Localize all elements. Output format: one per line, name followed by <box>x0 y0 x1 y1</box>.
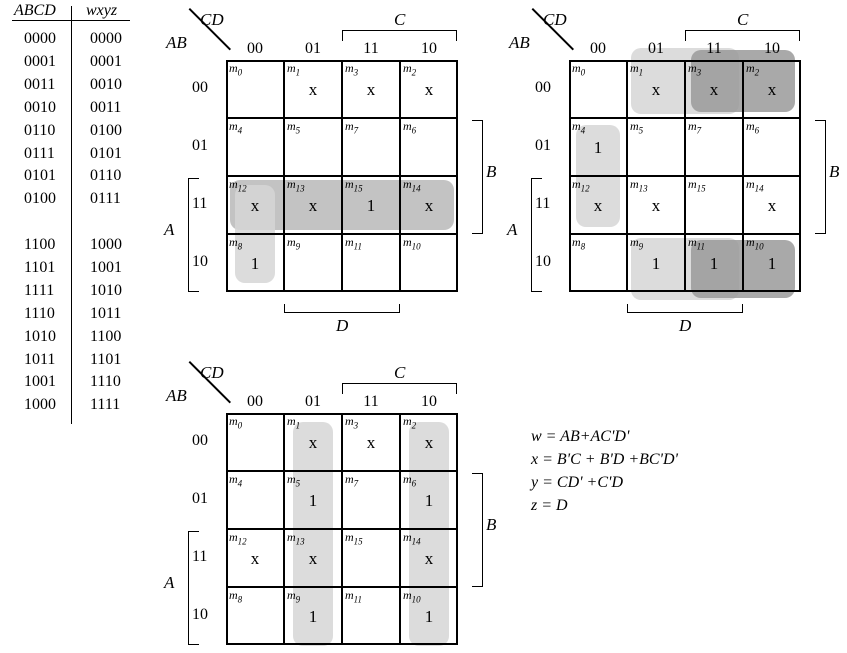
kmap-cell <box>685 118 743 176</box>
kmap-cell <box>226 529 284 587</box>
kmap-cell <box>400 471 458 529</box>
truth-table-input-row: 0000 <box>24 30 56 47</box>
kmap-cell <box>400 587 458 645</box>
minterm-label: $m_3$ <box>688 61 702 78</box>
minterm-label: $m_{11}$ <box>688 235 706 252</box>
kmap-cell <box>226 176 284 234</box>
row-header: 01 <box>192 137 208 154</box>
minterm-label: $m_0$ <box>572 61 586 78</box>
cd-label: CD <box>543 10 567 29</box>
ab-label: AB <box>509 33 530 52</box>
cell-value: x <box>709 80 719 99</box>
cell-value: x <box>651 196 661 215</box>
cell-value: x <box>424 196 434 215</box>
b-label: B <box>486 162 497 181</box>
ab-label: AB <box>166 33 187 52</box>
kmap-cell <box>342 587 400 645</box>
row-header: 10 <box>192 606 208 623</box>
kmap-cell <box>284 234 342 292</box>
truth-table-output-row: 1101 <box>90 350 122 368</box>
cell-value: x <box>308 433 318 452</box>
kmap-cell <box>743 234 801 292</box>
truth-table-input-row: 0111 <box>24 144 55 162</box>
cell-value: x <box>651 80 661 99</box>
minterm-label: $m_8$ <box>229 235 243 252</box>
kmap-cell <box>342 234 400 292</box>
row-header: 11 <box>192 195 208 212</box>
row-header: 01 <box>535 137 551 154</box>
row-header: 11 <box>192 548 208 565</box>
truth-table-input-row: 0011 <box>24 75 56 93</box>
cell-value: 1 <box>308 607 318 626</box>
kmap-cell <box>743 118 801 176</box>
c-label: C <box>394 363 406 382</box>
truth-table-input-row: 0101 <box>24 167 56 185</box>
kmap-cell <box>226 587 284 645</box>
kmap-cell <box>400 118 458 176</box>
column-header: 11 <box>363 393 379 410</box>
c-bracket <box>342 30 457 41</box>
truth-table-output-row: 0010 <box>90 75 122 93</box>
column-header: 00 <box>590 40 606 57</box>
column-header: 01 <box>305 40 321 57</box>
kmap-cell <box>569 234 627 292</box>
b-label: B <box>829 162 840 181</box>
d-label: D <box>336 316 349 335</box>
a-bracket <box>188 531 199 645</box>
minterm-label: $m_7$ <box>345 119 359 136</box>
kmap-cell <box>284 587 342 645</box>
minterm-label: $m_{12}$ <box>229 177 247 194</box>
truth-table-output-row: 0000 <box>90 30 122 47</box>
minterm-label: $m_5$ <box>287 472 301 489</box>
minterm-label: $m_{15}$ <box>688 177 706 194</box>
minterm-label: $m_1$ <box>287 61 301 78</box>
minterm-label: $m_{12}$ <box>229 530 247 547</box>
column-header: 01 <box>305 393 321 410</box>
cell-value: 1 <box>424 491 434 510</box>
cell-value: 1 <box>366 196 376 215</box>
truth-table-outputs-bottom <box>90 234 122 417</box>
kmap-cell <box>284 471 342 529</box>
minterm-label: $m_3$ <box>345 414 359 431</box>
truth-table-output-row: 0001 <box>90 52 122 70</box>
minterm-label: $m_{10}$ <box>403 588 421 605</box>
column-header: 11 <box>706 40 722 57</box>
minterm-label: $m_{10}$ <box>403 235 421 252</box>
minterm-label: $m_4$ <box>572 119 586 136</box>
column-header: 00 <box>247 40 263 57</box>
equation-x: x = B'C + B'D +BC'D' <box>531 451 678 468</box>
minterm-label: $m_6$ <box>746 119 760 136</box>
cell-value: 1 <box>308 491 318 510</box>
kmap-cell <box>685 176 743 234</box>
cell-value: x <box>308 80 318 99</box>
equation-z: z = D <box>531 497 568 514</box>
kmap-w <box>164 0 497 335</box>
minterm-label: $m_0$ <box>229 414 243 431</box>
kmap-cell <box>400 529 458 587</box>
column-header: 10 <box>764 40 780 57</box>
row-header: 10 <box>192 253 208 270</box>
kmap-cell <box>342 529 400 587</box>
a-label: A <box>164 220 175 239</box>
minterm-label: $m_9$ <box>630 235 644 252</box>
truth-table-output-row: 1011 <box>90 304 122 322</box>
minterm-label: $m_8$ <box>229 588 243 605</box>
minterm-label: $m_{12}$ <box>572 177 590 194</box>
kmap-cell <box>284 60 342 118</box>
d-label: D <box>679 316 692 335</box>
cell-value: x <box>366 433 376 452</box>
truth-table-input-row: 1011 <box>24 350 56 368</box>
row-header: 10 <box>535 253 551 270</box>
minterm-label: $m_{15}$ <box>345 530 363 547</box>
truth-table-input-row: 1101 <box>24 258 56 276</box>
kmap-cell <box>226 413 284 471</box>
truth-table-outputs-top <box>90 28 122 211</box>
truth-table-input-row: 1110 <box>24 304 55 322</box>
minterm-label: $m_{14}$ <box>403 177 421 194</box>
kmap-cell <box>226 471 284 529</box>
truth-table-input-row: 1000 <box>24 396 56 414</box>
minterm-label: $m_7$ <box>345 472 359 489</box>
cell-value: x <box>767 80 777 99</box>
cell-value: x <box>250 549 260 568</box>
kmap-cell <box>284 118 342 176</box>
cell-value: x <box>308 196 318 215</box>
truth-table-output-row: 1100 <box>90 327 122 345</box>
kmap-cell <box>284 176 342 234</box>
truth-table-output-row: 0110 <box>90 167 122 185</box>
kmap-cell <box>284 529 342 587</box>
cell-value: 1 <box>424 607 434 626</box>
cell-value: x <box>767 196 777 215</box>
truth-table-input-row: 0010 <box>24 98 56 116</box>
truth-table-output-row: 0100 <box>90 121 122 139</box>
c-label: C <box>394 10 406 29</box>
column-header: 10 <box>421 40 437 57</box>
cell-value: 1 <box>593 138 603 157</box>
truth-table-output-row: 0101 <box>90 144 122 162</box>
kmap-cell <box>284 413 342 471</box>
minterm-label: $m_{14}$ <box>403 530 421 547</box>
row-header: 11 <box>535 195 551 212</box>
minterm-label: $m_2$ <box>746 61 760 78</box>
b-bracket <box>472 120 483 234</box>
cell-value: 1 <box>709 254 719 273</box>
minterm-label: $m_1$ <box>630 61 644 78</box>
minterm-label: $m_{14}$ <box>746 177 764 194</box>
kmap-cell <box>627 118 685 176</box>
minterm-label: $m_{10}$ <box>746 235 764 252</box>
ab-label: AB <box>166 386 187 405</box>
kmap-cell <box>342 118 400 176</box>
truth-table-output-row: 0011 <box>90 98 122 116</box>
kmap-cell <box>342 60 400 118</box>
truth-table-input-header: ABCD <box>14 2 56 19</box>
column-header: 01 <box>648 40 664 57</box>
minterm-label: $m_{11}$ <box>345 588 363 605</box>
cell-value: x <box>424 80 434 99</box>
minterm-label: $m_{11}$ <box>345 235 363 252</box>
kmap-cell <box>569 176 627 234</box>
cell-value: 1 <box>651 254 661 273</box>
cell-value: x <box>250 196 260 215</box>
equation-y: y = CD' +C'D <box>531 474 623 491</box>
c-bracket <box>342 383 457 394</box>
kmap-cell <box>569 60 627 118</box>
truth-table-input-row: 1100 <box>24 236 56 253</box>
minterm-label: $m_6$ <box>403 472 417 489</box>
kmap-cell <box>743 176 801 234</box>
kmap-cell <box>400 60 458 118</box>
cell-value: x <box>308 549 318 568</box>
column-header: 11 <box>363 40 379 57</box>
minterm-label: $m_2$ <box>403 414 417 431</box>
row-header: 01 <box>192 490 208 507</box>
kmap-cell <box>342 413 400 471</box>
kmap-cell <box>342 176 400 234</box>
minterm-label: $m_3$ <box>345 61 359 78</box>
minterm-label: $m_9$ <box>287 235 301 252</box>
minterm-label: $m_{13}$ <box>287 530 305 547</box>
c-label: C <box>737 10 749 29</box>
kmap-cell <box>226 60 284 118</box>
kmap-cell <box>226 234 284 292</box>
minterm-label: $m_{13}$ <box>287 177 305 194</box>
a-label: A <box>507 220 518 239</box>
minterm-label: $m_1$ <box>287 414 301 431</box>
cd-label: CD <box>200 363 224 382</box>
truth-table-output-row: 1010 <box>90 281 122 299</box>
kmap-cell <box>627 234 685 292</box>
minterm-label: $m_7$ <box>688 119 702 136</box>
minterm-label: $m_8$ <box>572 235 586 252</box>
kmap-cell <box>685 234 743 292</box>
minterm-label: $m_{15}$ <box>345 177 363 194</box>
truth-table-output-row: 1000 <box>90 236 122 253</box>
kmap-cell <box>685 60 743 118</box>
minterm-label: $m_5$ <box>287 119 301 136</box>
minterm-label: $m_6$ <box>403 119 417 136</box>
kmap-cell <box>400 234 458 292</box>
truth-table-output-row: 1111 <box>90 396 121 414</box>
cell-value: x <box>424 433 434 452</box>
minterm-label: $m_4$ <box>229 119 243 136</box>
d-bracket <box>284 304 400 313</box>
cell-value: x <box>366 80 376 99</box>
kmap-cell <box>400 176 458 234</box>
truth-table-inputs-bottom <box>24 234 56 417</box>
column-header: 10 <box>421 393 437 410</box>
kmap-cell <box>400 413 458 471</box>
b-bracket <box>472 473 483 587</box>
kmap-cell <box>627 176 685 234</box>
truth-table-output-row: 0111 <box>90 190 121 208</box>
row-header: 00 <box>192 79 208 96</box>
truth-table-input-row: 1001 <box>24 373 56 391</box>
truth-table-output-row: 1110 <box>90 373 121 391</box>
cell-value: 1 <box>767 254 777 273</box>
row-header: 00 <box>535 79 551 96</box>
b-bracket <box>815 120 826 234</box>
b-label: B <box>486 515 497 534</box>
cell-value: 1 <box>250 254 260 273</box>
c-bracket <box>685 30 800 41</box>
kmap-cell <box>342 471 400 529</box>
minterm-label: $m_{13}$ <box>630 177 648 194</box>
kmap-cell <box>226 118 284 176</box>
truth-table-input-row: 0110 <box>24 121 56 139</box>
d-bracket <box>627 304 743 313</box>
row-header: 00 <box>192 432 208 449</box>
cell-value: x <box>424 549 434 568</box>
equation-w: w = AB+AC'D' <box>531 428 630 445</box>
minterm-label: $m_2$ <box>403 61 417 78</box>
column-header: 00 <box>247 393 263 410</box>
truth-table-output-row: 1001 <box>90 258 122 276</box>
truth-table-input-row: 1111 <box>24 281 55 299</box>
truth-table-input-row: 0001 <box>24 52 56 70</box>
truth-table-output-header: wxyz <box>86 2 118 19</box>
a-bracket <box>188 178 199 292</box>
minterm-label: $m_5$ <box>630 119 644 136</box>
minterm-label: $m_4$ <box>229 472 243 489</box>
a-label: A <box>164 573 175 592</box>
kmap-cell <box>743 60 801 118</box>
kmap-x <box>507 0 840 335</box>
kmap-cell <box>569 118 627 176</box>
truth-table-inputs-top <box>24 28 56 211</box>
truth-table-input-row: 1010 <box>24 327 56 345</box>
cell-value: x <box>593 196 603 215</box>
cd-label: CD <box>200 10 224 29</box>
truth-table-divider <box>71 6 72 424</box>
kmap-y <box>164 353 497 653</box>
a-bracket <box>531 178 542 292</box>
kmap-cell <box>627 60 685 118</box>
truth-table-input-row: 0100 <box>24 190 56 208</box>
minterm-label: $m_0$ <box>229 61 243 78</box>
minterm-label: $m_9$ <box>287 588 301 605</box>
